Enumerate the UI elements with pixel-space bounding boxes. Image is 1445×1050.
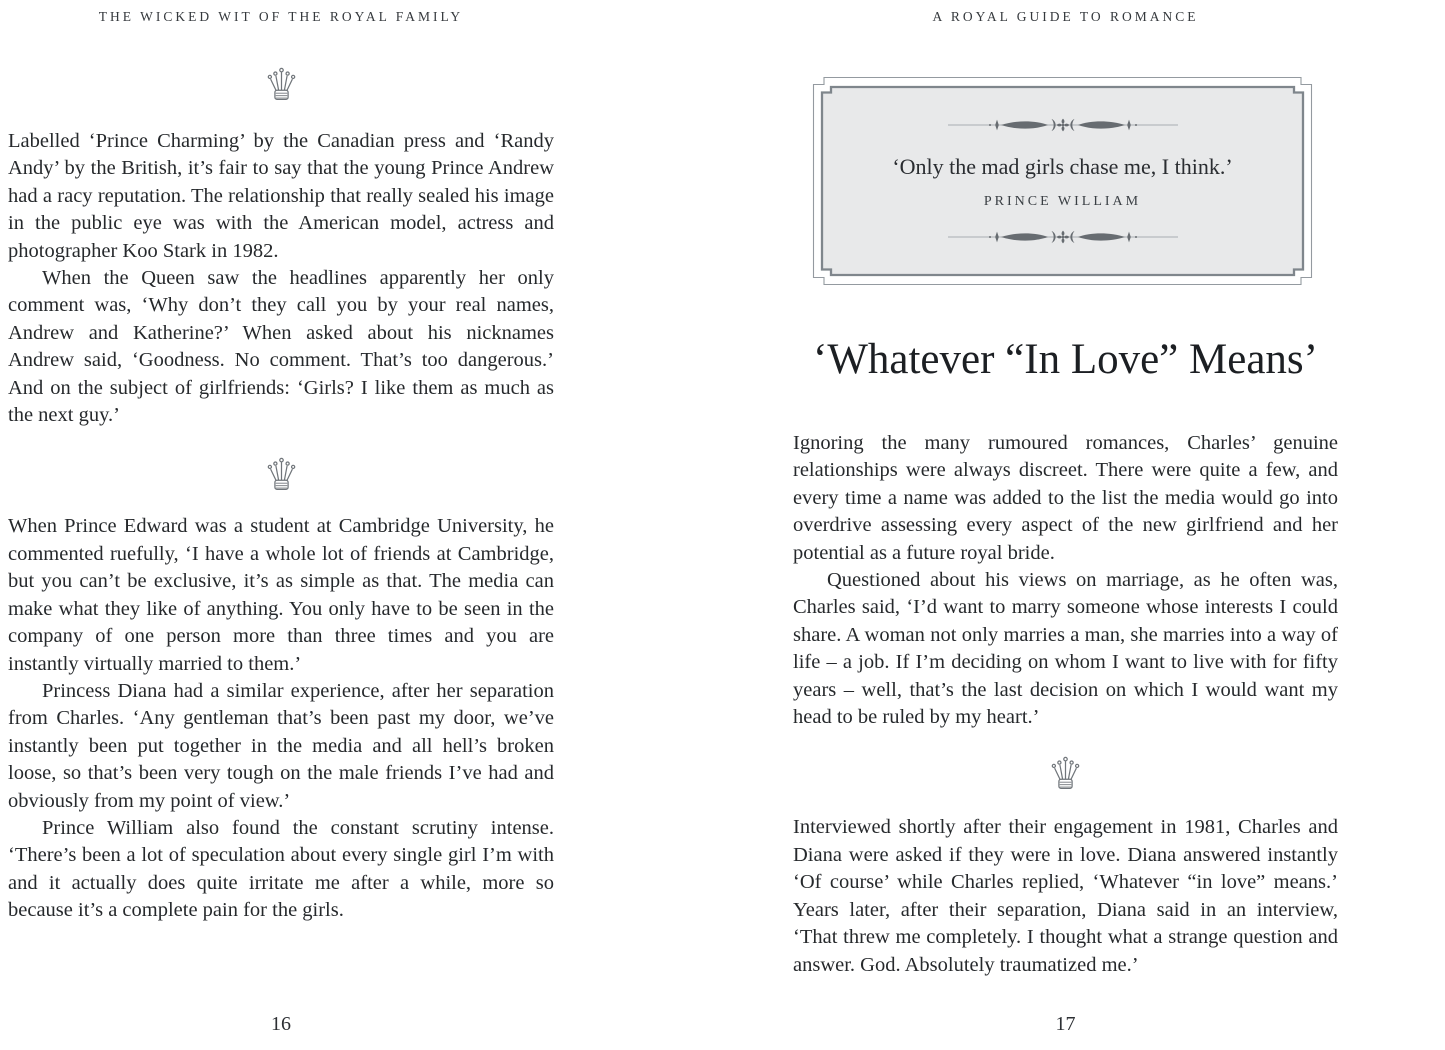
pull-quote-box [812,76,1313,286]
page-right [793,0,1338,1050]
paragraph: When Prince Edward was a student at Cambridge University, he commented ruefully, ‘I have a whole lot of friends at Cambridge, but you can’t be exclusive, it’s as simple as that. The media can make what they like of anything. You only have to be seen in the company of one person more than three times and you are instantly virtually married to them.’ [8,515,554,675]
crown-ornament-icon [793,751,1338,791]
page-number-right: 17 [1055,1013,1076,1035]
crown-ornament-icon [8,452,554,492]
quote-text: ‘Only the mad girls chase me, I think.’ [892,154,1233,179]
running-header-left: THE WICKED WIT OF THE ROYAL FAMILY [98,9,464,24]
page-left [8,0,554,1050]
quote-box-content [812,76,1313,246]
paragraph: Interviewed shortly after their engagement in 1981, Charles and Diana were asked if they were in love. Diana answered instantly ‘Of course’ while Charles replied, ‘Whatever “in love” means.’ Years later, after their separation, Diana said in an interview, ‘That threw me completely. I thought what a strange question and answer. God. Absolutely traumatized me.’ [793,816,1338,976]
page-number-left: 16 [271,1013,291,1035]
paragraph: Questioned about his views on marriage, as he often was, Charles said, ‘I’d want to marry someone whose interests I could share. A woman not only marries a man, she marries into a way of life – a job. If I’m deciding on whom I want to live with for fifty years – well, that’s the last decision on which I would want my head to be ruled by my heart.’ [793,569,1338,729]
paragraph: Prince William also found the constant scrutiny intense. ‘There’s been a lot of speculation about every single girl I’m with and it actually does quite irritate me after a while, more so because it’s a complete pain for the girls. [8,816,554,922]
divider-icon [947,228,1179,246]
paragraph: When the Queen saw the headlines apparently her only comment was, ‘Why don’t they call you by your real names, Andrew and Katherine?’ When asked about his nicknames Andrew said, ‘Goodness. No comment. That’s too dangerous.’ And on the subject of girlfriends: ‘Girls? I like them as much as the next guy.’ [8,267,554,427]
paragraph: Princess Diana had a similar experience, after her separation from Charles. ‘Any gentleman that’s been past my door, we’ve instantly been put together in the media and all hell’s broken loose, so that’s been very tough on the male friends I’ve had and obviously from my point of view.’ [8,679,554,812]
crown-ornament-icon [8,62,554,102]
paragraph: Labelled ‘Prince Charming’ by the Canadian press and ‘Randy Andy’ by the British, it’s fair to say that the young Prince Andrew had a racy reputation. The relationship that really sealed his image in the public eye was with the American model, actress and photographer Koo Stark in 1982. [8,130,554,262]
running-header-right: A ROYAL GUIDE TO ROMANCE [932,9,1199,24]
divider-icon [947,116,1179,134]
paragraph: Ignoring the many rumoured romances, Charles’ genuine relationships were always discreet. There were quite a few, and every time a name was added to the list the media would go into overdrive assessing every aspect of the new girlfriend and her potential as a future royal bride. [793,432,1338,564]
chapter-title: ‘Whatever “In Love” Means’ [813,336,1318,383]
quote-attribution: PRINCE WILLIAM [983,194,1142,209]
